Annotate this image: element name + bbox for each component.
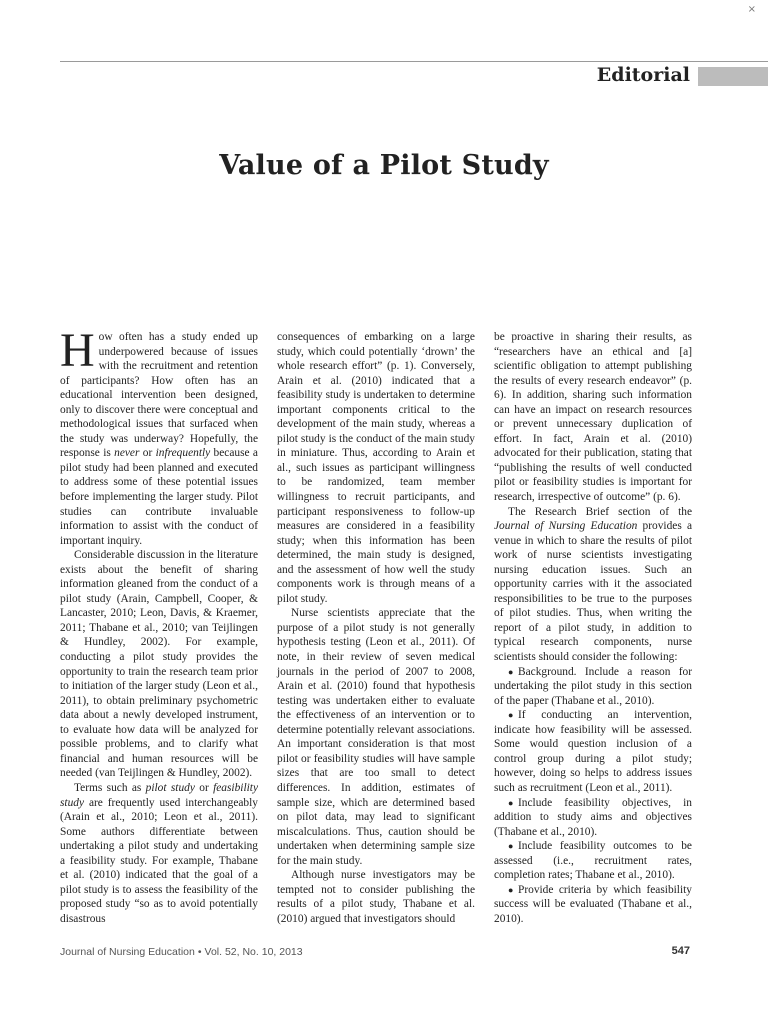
corner-mark: × bbox=[747, 4, 756, 15]
list-item: ● Provide criteria by which feasibility success will be evaluated (Thabane et al., 2010). bbox=[494, 883, 692, 925]
drop-cap: H bbox=[60, 324, 95, 377]
section-label: Editorial bbox=[596, 64, 690, 86]
article-title: Value of a Pilot Study bbox=[219, 150, 549, 181]
paragraph: Considerable discussion in the literature exists about the benefit of sharing information gleaned from the conduct of a pilot study (Arain, Campbell, Cooper, & Lancaster, 2010; Leon, Davis, & Kraemer, 2011; Thabane et al., 2010; van Teijlingen & Hundley, 2002). For example, conducting a pilot study provides the opportunity to train the research team prior to initiation of the larger study (Leon et al., 2011), to obtain preliminary psychometric data about a newly developed instrument, to evaluate how data will be analyzed for possible problems, and to clarify what financial and human resources will be needed (van Teijlingen & Hundley, 2002). bbox=[60, 549, 258, 780]
guideline-list bbox=[494, 665, 692, 927]
paragraph: The Research Brief section of the Journal of Nursing Education provides a venue in which to share the results of pilot work of nurse scientists investigating nursing education issues. Such an opportunity carries with it the associated responsibilities to be true to the purposes of pilot studies. Thus, when writing the report of a pilot study, in addition to typical research components, nurse scientists should consider the following: bbox=[494, 505, 692, 664]
bullet-icon: ● bbox=[508, 710, 514, 721]
bullet-icon: ● bbox=[508, 884, 514, 895]
journal-name: Journal of Nursing Education bbox=[60, 946, 195, 958]
list-item: ● Include feasibility objectives, in addition to study aims and objectives (Thabane et al., 2010). bbox=[494, 796, 692, 838]
column-1 bbox=[60, 324, 259, 926]
list-item: ● If conducting an intervention, indicate how feasibility will be assessed. Some would question inclusion of a control group during a pilot study; however, doing so helps to address issues such as recruitment (Leon et al., 2011). bbox=[494, 709, 692, 794]
footer-separator: • bbox=[197, 946, 202, 958]
paragraph: consequences of embarking on a large study, which could potentially ‘drown’ the whole research effort” (p. 1). Conversely, Arain et al. (2010) indicated that a feasibility study is undertaken to determine important components critical to the development of the main study, whereas a pilot study is the conduct of the main study in miniature. Thus, according to Arain et al., such issues as participant willingness to be randomized, team member willingness to recruit participants, and participant responsiveness to follow-up measures are considered in a feasibility study; when this information has been determined, the main study is designed, and the assessment of how well the study components work is through means of a pilot study. bbox=[277, 331, 475, 605]
list-item: ● Include feasibility outcomes to be assessed (i.e., recruitment rates, completion rates; Thabane et al., 2010). bbox=[494, 840, 692, 882]
column-2 bbox=[277, 330, 475, 926]
paragraph: How often has a study ended up underpowered because of issues with the recruitment and retention of participants? How often has an educational intervention been designed, only to discover there were conceptual and methodological issues that surfaced when the study was underway? Hopefully, the response is never or infrequently because a pilot study had been planned and executed to address some of these potential issues before implementing the larger study. Pilot studies can contribute invaluable information to assist with the conduct of important inquiry. bbox=[60, 324, 258, 547]
header-rule bbox=[60, 61, 768, 62]
bullet-icon: ● bbox=[508, 666, 514, 677]
paragraph: Terms such as pilot study or feasibility study are frequently used interchangeably (Arain et al., 2010; Leon et al., 2011). Some authors differentiate between undertaking a pilot study and undertaking a feasibility study. For example, Thabane et al. (2010) indicated that the goal of a pilot study is to assess the feasibility of the proposed study “so as to avoid potentially disastrous bbox=[60, 781, 259, 925]
bullet-icon: ● bbox=[508, 841, 514, 852]
paragraph: be proactive in sharing their results, as “researchers have an ethical and [a] scientific obligation to attempt publishing the results of every research endeavor” (p. 6). In addition, sharing such information can have an impact on research resources or prevent unnecessary duplication of effort. In fact, Arain et al. (2010) advocated for their publication, stating that “publishing the results of well conducted pilot or feasibility studies is important for research, irrespective of outcome” (p. 6). bbox=[494, 331, 692, 504]
column-3 bbox=[494, 330, 692, 926]
page-number: 547 bbox=[671, 945, 690, 957]
bullet-icon: ● bbox=[508, 797, 514, 808]
paragraph: Although nurse investigators may be tempted not to consider publishing the results of a pilot study, Thabane et al. (2010) argued that investigators should bbox=[277, 869, 475, 925]
journal-volume: Vol. 52, No. 10, 2013 bbox=[204, 946, 303, 958]
paragraph: Nurse scientists appreciate that the purpose of a pilot study is not generally hypothesis testing (Leon et al., 2011). Of note, in their review of seven medical journals in the period of 2007 to 2008, Arain et al. (2010) found that hypothesis testing was undertaken either to evaluate the effectiveness of an intervention or to determine potentially relevant associations. An important consideration is that most pilot or feasibility studies will have sample sizes that are too small to detect differences. In addition, estimates of sample size, which are determined based on pilot data, may lead to significant miscalculations. Thus, caution should be undertaken when determining sample size for the main study. bbox=[277, 607, 475, 867]
list-item: ● Background. Include a reason for undertaking the pilot study in this section of the paper (Thabane et al., 2010). bbox=[494, 665, 692, 707]
section-bar bbox=[698, 67, 768, 86]
footer-citation bbox=[60, 946, 303, 958]
